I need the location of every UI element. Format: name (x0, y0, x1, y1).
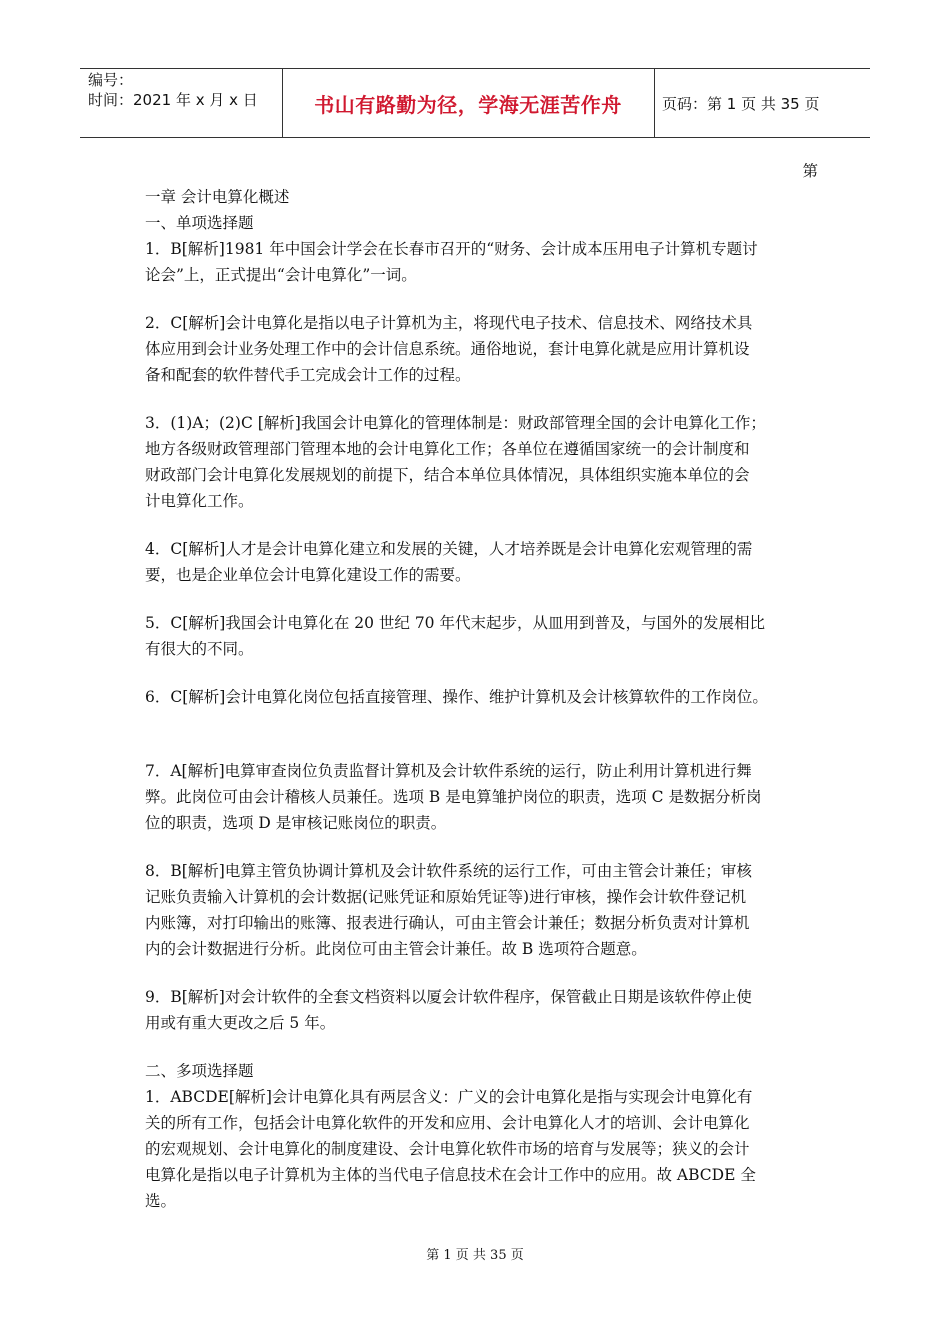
answer-line: 财政部门会计电算化发展规划的前提下，结合本单位具体情况，具体组织实施本单位的会 (145, 466, 750, 484)
header-page-cell (654, 69, 870, 137)
answer-line: 3．(1)A；(2)C [解析]我国会计电算化的管理体制是：财政部管理全国的会计电算化工作； (145, 414, 766, 432)
answer-line: 1．ABCDE[解析]会计电算化具有两层含义：广义的会计电算化是指与实现会计电算化有 (145, 1088, 753, 1106)
answer-line: 弊。此岗位可由会计稽核人员兼任。选项 B 是电算雏护岗位的职责，选项 C 是数据分析岗 (145, 788, 762, 806)
page-header (80, 68, 870, 138)
answer-line: 用或有重大更改之后 5 年。 (145, 1014, 336, 1032)
answer-item-8 (145, 858, 820, 962)
answer-line: 地方各级财政管理部门管理本地的会计电算化工作；各单位在遵循国家统一的会计制度和 (145, 440, 750, 458)
answer-line: 备和配套的软件替代手工完成会计工作的过程。 (145, 366, 471, 384)
header-meta-cell (80, 69, 283, 137)
chapter-prefix: 第 (802, 162, 818, 180)
answer-item-5 (145, 610, 820, 662)
answer-line: 体应用到会计业务处理工作中的会计信息系统。通俗地说，套计电算化就是应用计算机设 (145, 340, 750, 358)
answer-line: 6．C[解析]会计电算化岗位包括直接管理、操作、维护计算机及会计核算软件的工作岗位。 (145, 688, 768, 706)
document-body (145, 158, 820, 1214)
answer-line: 选。 (145, 1192, 177, 1210)
section-heading-multiple-choice: 二、多项选择题 (145, 1062, 254, 1080)
answer-line: 2．C[解析]会计电算化是指以电子计算机为主，将现代电子技术、信息技术、网络技术具 (145, 314, 753, 332)
answer-line: 内的会计数据进行分析。此岗位可由主管会计兼任。故 B 选项符合题意。 (145, 940, 647, 958)
answer-line: 7．A[解析]电算审查岗位负责监督计算机及会计软件系统的运行，防止利用计算机进行舞 (145, 762, 752, 780)
multi-answer-item-1 (145, 1084, 820, 1214)
answer-line: 计电算化工作。 (145, 492, 254, 510)
answer-line: 论会”上，正式提出“会计电算化”一词。 (145, 266, 417, 284)
answer-item-1 (145, 236, 820, 288)
answer-line: 记账负责输入计算机的会计数据(记账凭证和原始凭证等)进行审核，操作会计软件登记机 (145, 888, 747, 906)
answer-item-4 (145, 536, 820, 588)
answer-item-6 (145, 684, 820, 710)
answer-line: 5．C[解析]我国会计电算化在 20 世纪 70 年代末起步，从皿用到普及，与国外的发展相比 (145, 614, 765, 632)
answer-item-2 (145, 310, 820, 388)
answer-item-7 (145, 758, 820, 836)
section-heading-single-choice: 一、单项选择题 (145, 214, 254, 232)
answer-item-3 (145, 410, 820, 514)
answer-line: 的宏观规划、会计电算化的制度建设、会计电算化软件市场的培育与发展等；狭义的会计 (145, 1140, 750, 1158)
answer-line: 4．C[解析]人才是会计电算化建立和发展的关键，人才培养既是会计电算化宏观管理的需 (145, 540, 753, 558)
answer-line: 位的职责，选项 D 是审核记账岗位的职责。 (145, 814, 447, 832)
chapter-title: 一章 会计电算化概述 (145, 188, 290, 206)
answer-line: 关的所有工作，包括会计电算化软件的开发和应用、会计电算化人才的培训、会计电算化 (145, 1114, 750, 1132)
document-number-label: 编号： (88, 71, 134, 89)
answer-line: 8．B[解析]电算主管负协调计算机及会计软件系统的运行工作，可由主管会计兼任；审核 (145, 862, 752, 880)
answer-line: 内账簿，对打印输出的账簿、报表进行确认，可由主管会计兼任；数据分析负责对计算机 (145, 914, 750, 932)
answer-line: 电算化是指以电子计算机为主体的当代电子信息技术在会计工作中的应用。故 ABCDE 全 (145, 1166, 756, 1184)
answer-item-9 (145, 984, 820, 1036)
document-date-label: 时间：2021 年 x 月 x 日 (88, 91, 258, 109)
header-motto: 书山有路勤为径，学海无涯苦作舟 (314, 92, 622, 117)
answer-line: 有很大的不同。 (145, 640, 254, 658)
header-page-info: 页码：第 1 页 共 35 页 (662, 94, 820, 113)
answer-line: 9．B[解析]对会计软件的全套文档资料以厦会计软件程序，保管截止日期是该软件停止使 (145, 988, 752, 1006)
answer-line: 要，也是企业单位会计电算化建设工作的需要。 (145, 566, 471, 584)
page-footer: 第 1 页 共 35 页 (426, 1248, 524, 1263)
answer-line: 1．B[解析]1981 年中国会计学会在长春市召开的“财务、会计成本压用电子计算机专题讨 (145, 240, 758, 258)
header-motto-cell (282, 69, 655, 137)
